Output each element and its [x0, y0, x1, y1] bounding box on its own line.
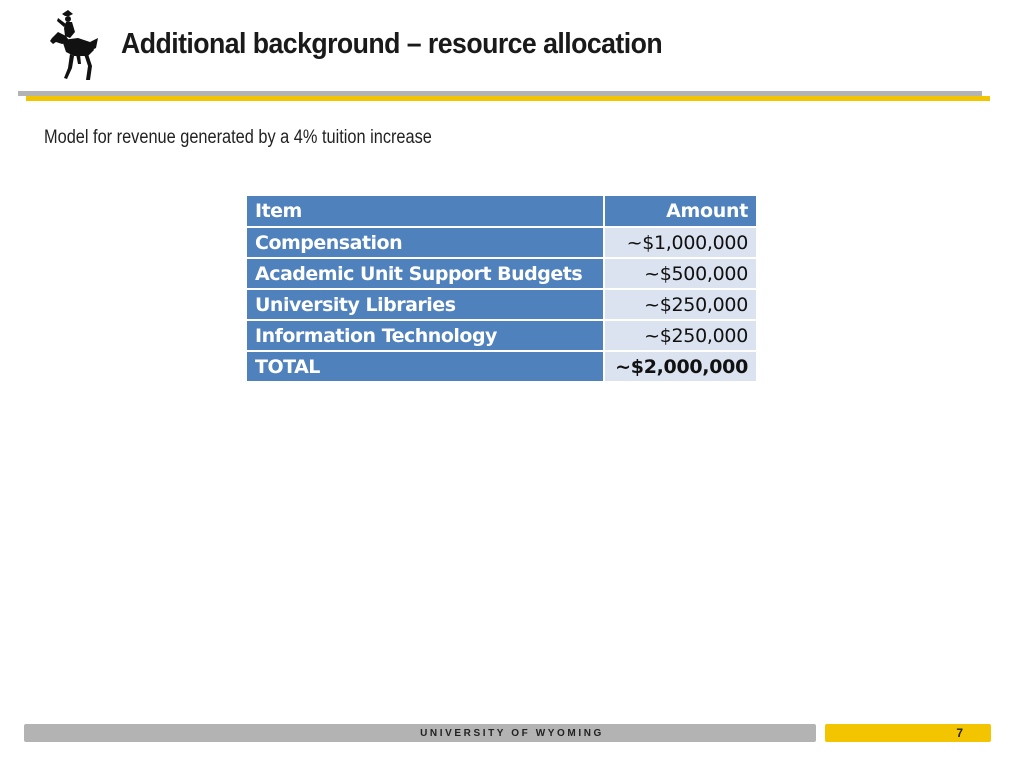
page-title: Additional background – resource allocation — [121, 28, 663, 60]
row-item: Compensation — [247, 227, 604, 258]
column-header-amount: Amount — [604, 196, 756, 227]
row-amount: ~$250,000 — [604, 320, 756, 351]
table-row — [247, 258, 756, 289]
footer-university-name: UNIVERSITY OF WYOMING — [420, 728, 604, 739]
slide-subtitle: Model for revenue generated by a 4% tuition increase — [44, 127, 432, 148]
row-amount: ~$500,000 — [604, 258, 756, 289]
table-header-row — [247, 196, 756, 227]
table-row — [247, 320, 756, 351]
row-item: University Libraries — [247, 289, 604, 320]
row-item: Academic Unit Support Budgets — [247, 258, 604, 289]
bucking-horse-rider-icon — [48, 8, 100, 84]
column-header-item: Item — [247, 196, 604, 227]
page-number-box — [825, 724, 991, 742]
page-number: 7 — [956, 726, 963, 740]
total-amount: ~$2,000,000 — [604, 351, 756, 382]
table-row — [247, 227, 756, 258]
table-total-row — [247, 351, 756, 382]
allocation-table — [247, 196, 756, 383]
row-amount: ~$1,000,000 — [604, 227, 756, 258]
total-label: TOTAL — [247, 351, 604, 382]
header-rule-gold — [26, 96, 990, 101]
table-row — [247, 289, 756, 320]
row-amount: ~$250,000 — [604, 289, 756, 320]
row-item: Information Technology — [247, 320, 604, 351]
